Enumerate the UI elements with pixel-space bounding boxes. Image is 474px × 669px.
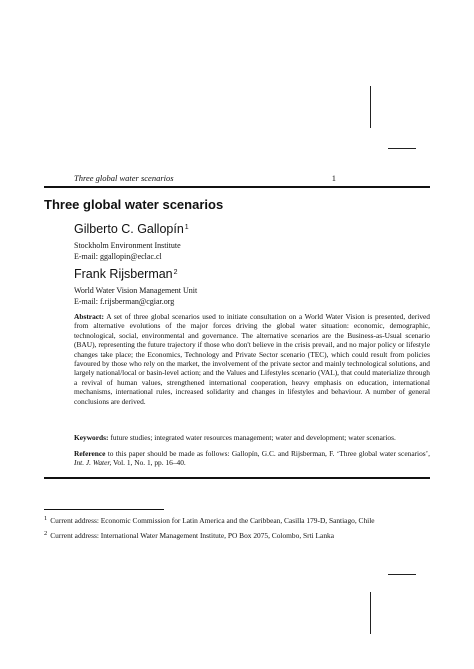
crop-mark-top-vertical <box>370 86 371 128</box>
author-affiliation <box>74 286 197 307</box>
reference-text: to this paper should be made as follows: Gallopín, G.C. and Rijsberman, F. ‘Three global water scenarios’, <box>107 449 430 458</box>
abstract-text: A set of three global scenarios used to initiate consultation on a World Water Vision is presented, derived from alternative evolutions of the major forces driving the global water situation: economic, demographic, technological, social, environmental and governance. The alternative scenarios are the Business-as-Usual scenario (BAU), representing the future trajectory if those who don't believe in the crisis prevail, and no major policy or lifestyle changes take place; the Economics, Technology and Private Sector scenario (TEC), which could result from policies favoured by those who rely on the market, the involvement of the private sector and mainly technological solutions, and largely national/local or basin-level action; and the Values and Lifestyles scenario (VAL), that could materialize through a revival of human values, strengthened international cooperation, heavy emphasis on education, international mechanisms, international rules, increased solidarity and changes in lifestyles and behaviour. A number of general conclusions are derived. <box>74 312 430 406</box>
page-number: 1 <box>331 173 336 183</box>
footnote <box>44 515 375 525</box>
author-name-text: Frank Rijsberman <box>74 267 173 281</box>
keywords-text: future studies; integrated water resources management; water and development; water scenarios. <box>110 433 396 442</box>
abstract-label: Abstract: <box>74 312 104 321</box>
bottom-rule <box>44 477 430 479</box>
author-name <box>74 267 178 281</box>
affiliation-email: E-mail: f.rijsberman@cgiar.org <box>74 296 175 306</box>
affiliation-email: E-mail: ggallopin@eclac.cl <box>74 251 162 261</box>
affiliation-institution: Stockholm Environment Institute <box>74 241 181 250</box>
author-affiliation <box>74 241 181 262</box>
author-footnote-mark: 1 <box>184 224 189 231</box>
paper-title: Three global water scenarios <box>44 197 224 212</box>
author-name-text: Gilberto C. Gallopín <box>74 222 184 236</box>
footnote-text: Current address: Economic Commission for Latin America and the Caribbean, Casilla 179-D, Santiago, Chile <box>50 516 375 525</box>
reference-note <box>74 449 430 468</box>
crop-mark-bottom-horizontal <box>388 574 416 575</box>
author-name <box>74 222 189 236</box>
running-head <box>74 173 336 183</box>
abstract <box>74 312 430 406</box>
reference-journal: Int. J. Water, <box>74 458 112 468</box>
top-rule <box>44 186 430 188</box>
footnote-mark: 2 <box>44 530 48 537</box>
author-footnote-mark: 2 <box>173 269 178 276</box>
footnote-rule <box>44 509 164 510</box>
keywords <box>74 433 430 442</box>
crop-mark-top-horizontal <box>388 148 416 149</box>
affiliation-institution: World Water Vision Management Unit <box>74 286 198 295</box>
reference-citation: Vol. 1, No. 1, pp. 16–40. <box>113 458 186 468</box>
footnote <box>44 530 334 540</box>
running-head-title: Three global water scenarios <box>74 173 174 183</box>
footnote-mark: 1 <box>44 515 48 522</box>
keywords-label: Keywords: <box>74 433 109 442</box>
crop-mark-bottom-vertical <box>370 592 371 634</box>
footnote-text: Current address: International Water Management Institute, PO Box 2075, Colombo, Srti Lanka <box>50 531 335 540</box>
reference-label: Reference <box>74 449 106 458</box>
